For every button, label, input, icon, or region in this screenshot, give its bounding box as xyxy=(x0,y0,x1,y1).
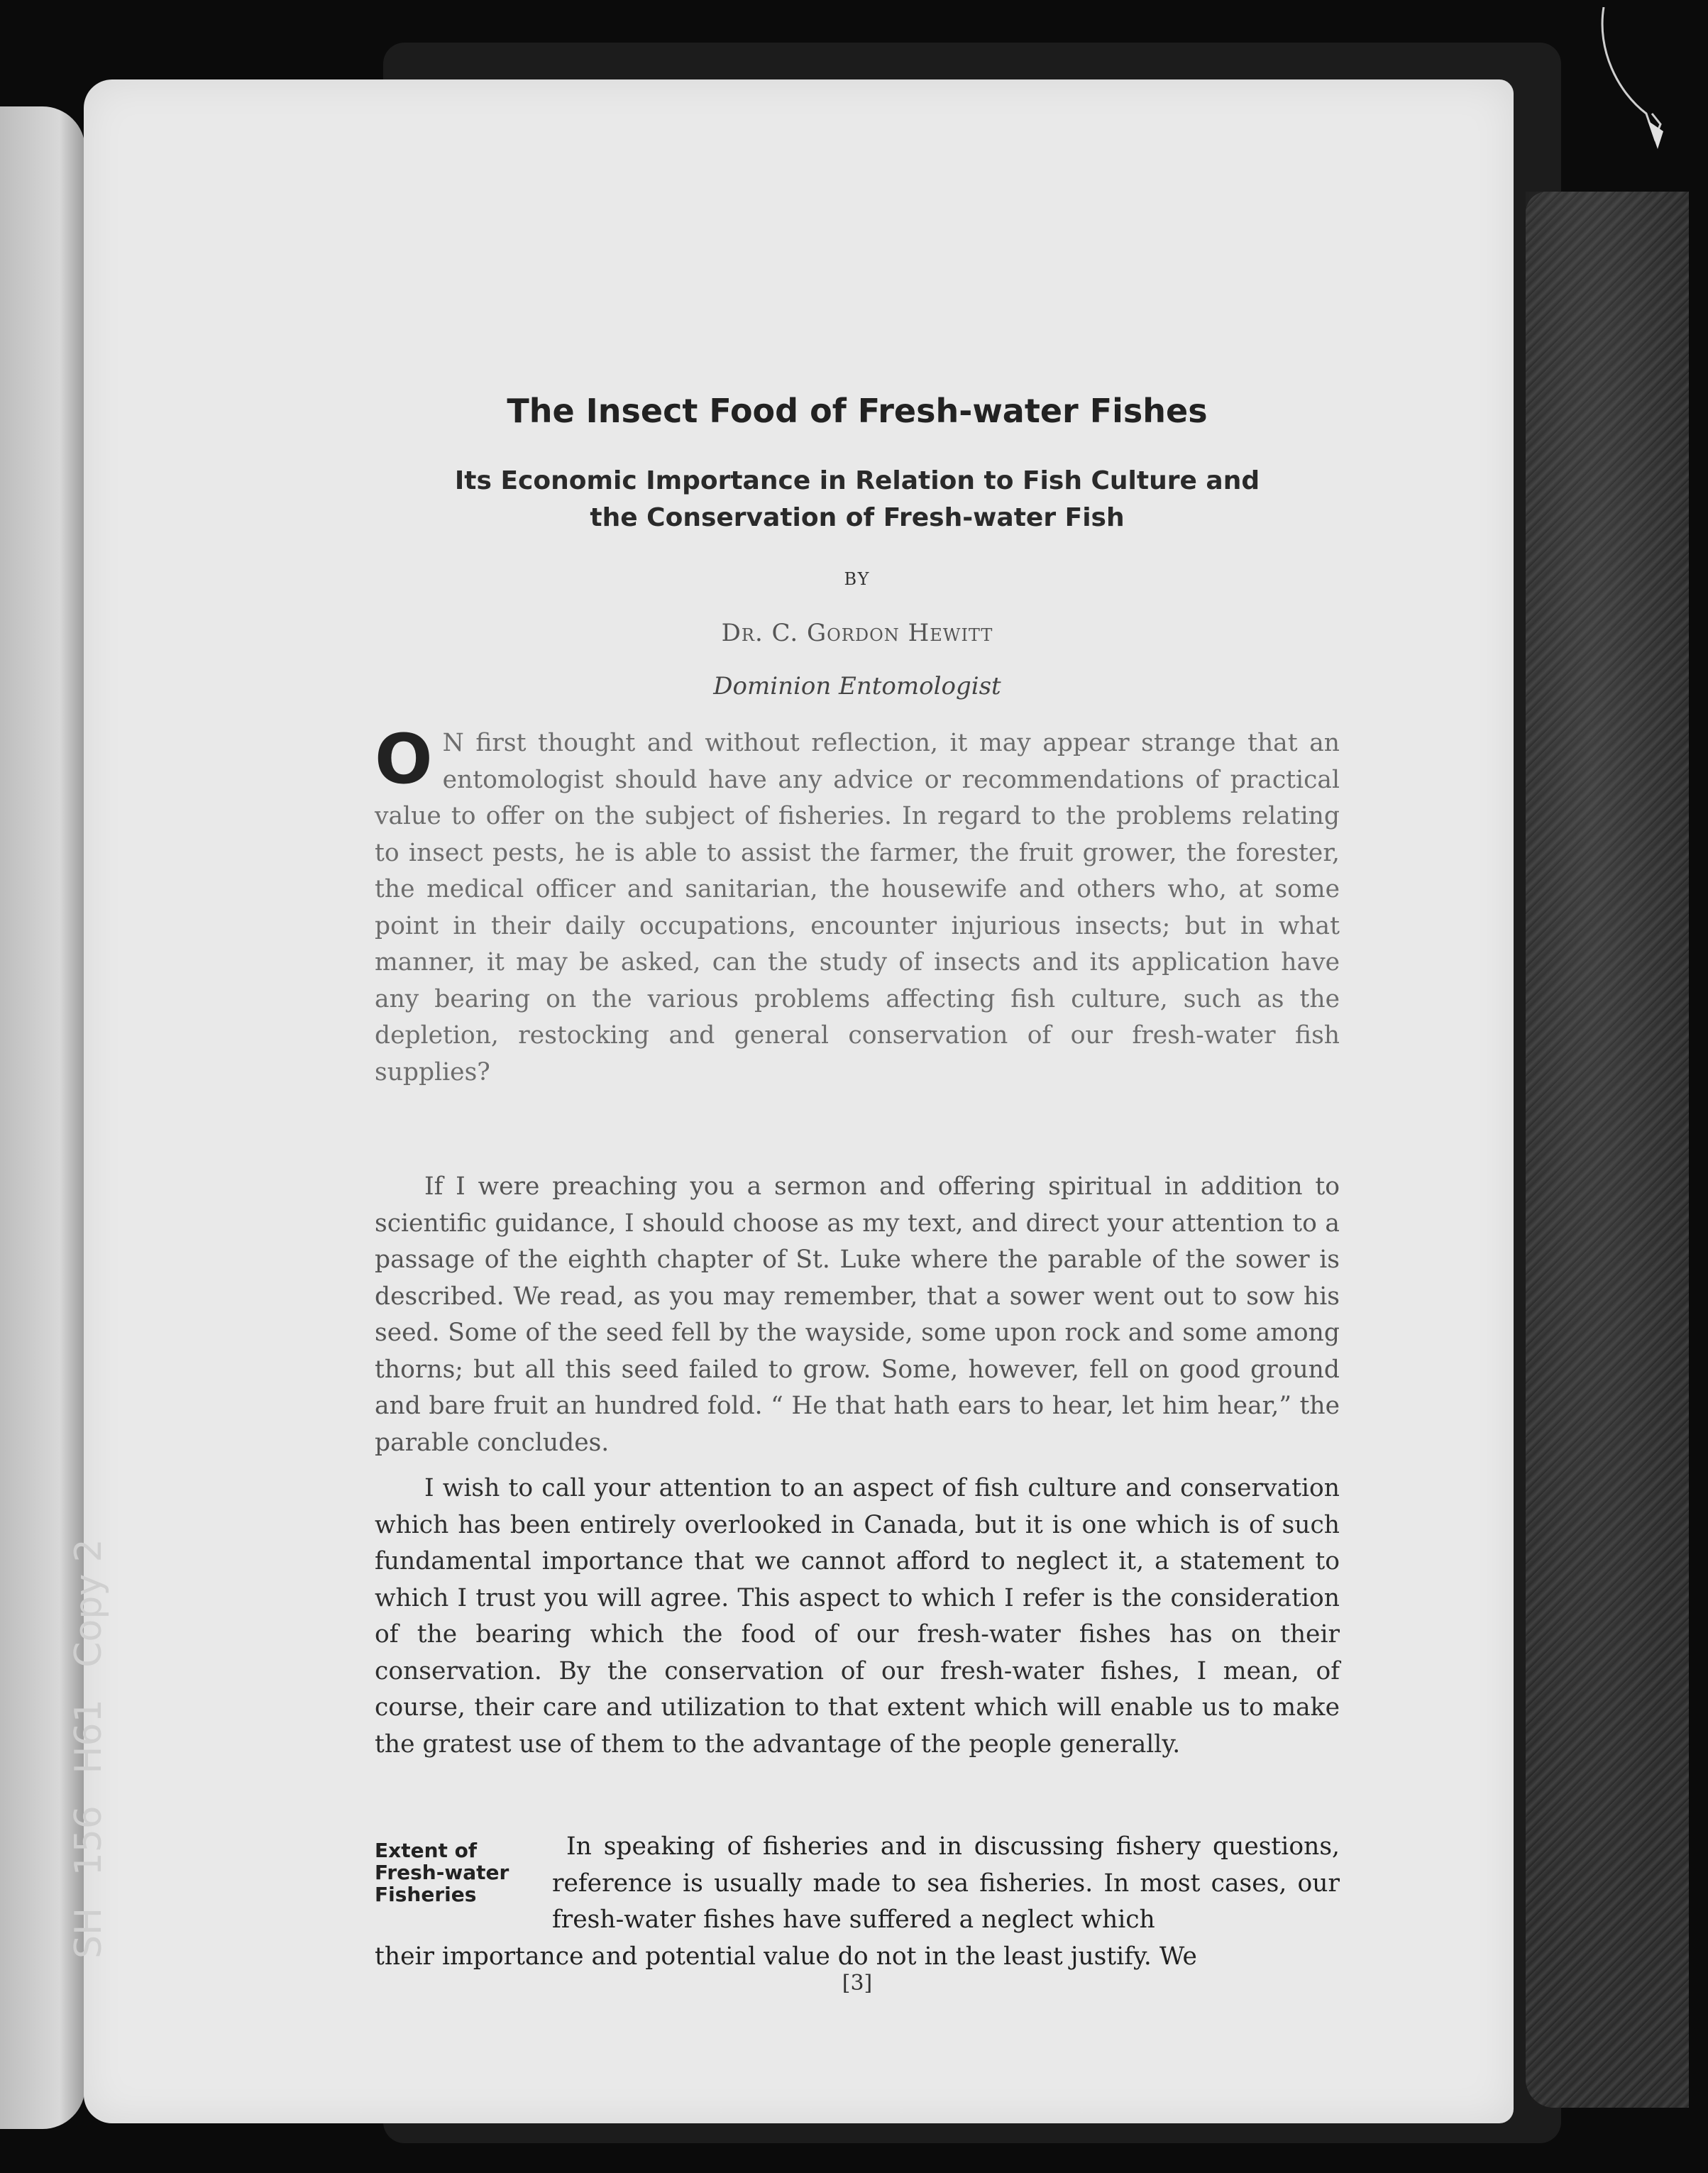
call-number-part: Copy 2 xyxy=(67,1539,110,1668)
paragraph-lead-text: In speaking of fisheries and in discussing fishery questions, reference is usually made to sea fisheries. In most cases, our fresh-water fishes have suffered a neglect which xyxy=(552,1832,1340,1934)
subtitle-line: Its Economic Importance in Relation to Fish Culture and xyxy=(454,466,1260,495)
library-call-number xyxy=(67,1539,110,1959)
call-number-part: H61 xyxy=(67,1699,110,1774)
article-subtitle xyxy=(375,463,1340,537)
paragraph-intro xyxy=(375,720,1340,1091)
bookmark-ribbon-icon xyxy=(1589,7,1675,156)
book-spine xyxy=(1526,192,1689,2108)
byline-label: BY xyxy=(844,569,871,589)
paragraph-text: N first thought and without reflection, it may appear strange that an entomologist should have any advice or recommendations of practical value to offer on the subject of fisheries. In regard to the problems relating to insect pests, he is able to assist the farmer, the fruit grower, the forester, the medical officer and sanitarian, the housewife and others who, at some point in their daily occupations, encounter injurious insects; but in what manner, it may be asked, can the study of insects and its application have any bearing on the various problems affecting fish culture, such as the depletion, restocking and general conservation of our fresh-water fish supplies? xyxy=(375,729,1340,1086)
paragraph-fisheries xyxy=(375,1829,1340,1975)
margin-heading-line: Extent of xyxy=(375,1839,478,1862)
document-page xyxy=(84,79,1514,2123)
margin-heading-line: Fresh-water xyxy=(375,1861,509,1884)
paragraph-text: their importance and potential value do not in the least justify. We xyxy=(375,1942,1197,1971)
call-number-part: SH xyxy=(67,1907,110,1959)
subtitle-line: the Conservation of Fresh-water Fish xyxy=(590,503,1125,532)
drop-cap: O xyxy=(375,720,433,799)
author-role: Dominion Entomologist xyxy=(713,672,1001,700)
paragraph-aspect: I wish to call your attention to an aspect of fish culture and conservation which has been entirely overlooked in Canada, but it is one which is of such fundamental importance that we cannot afford to neglect it, a statement to which I trust you will agree. This aspect to which I refer is the consideration of the bearing which the food of our fresh-water fishes has on their conservation. By the conservation of our fresh-water fishes, I mean, of course, their care and utilization to that extent which will enable us to make the gratest use of them to the advantage of the people generally. xyxy=(375,1474,1340,1759)
paragraph-parable: If I were preaching you a sermon and offering spiritual in addition to scientific guidance, I should choose as my text, and direct your attention to a passage of the eighth chapter of St. Luke where the parable of the sower is described. We read, as you may remember, that a sower went out to sow his seed. Some of the seed fell by the wayside, some upon rock and some among thorns; but all this seed failed to grow. Some, however, fell on good ground and bare fruit an hundred fold. “ He that hath ears to hear, let him hear,” the parable concludes. xyxy=(375,1172,1340,1457)
author-name: Dr. C. Gordon Hewitt xyxy=(721,619,993,647)
margin-heading-line: Fisheries xyxy=(375,1883,477,1906)
call-number-part: 156 xyxy=(67,1805,110,1876)
article-title: The Insect Food of Fresh-water Fishes xyxy=(507,392,1208,430)
page-number: [3] xyxy=(842,1971,873,1996)
